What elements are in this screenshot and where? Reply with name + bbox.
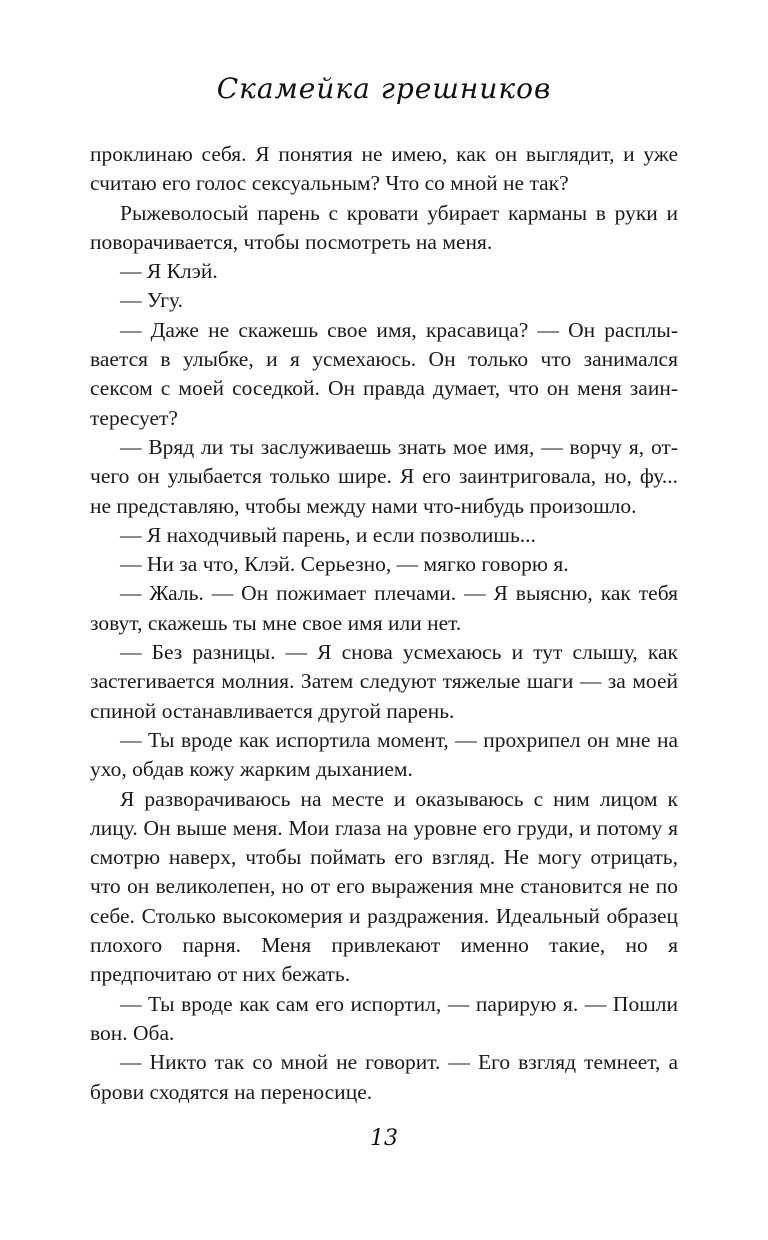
paragraph: — Ни за что, Клэй. Серьезно, — мягко говорю я. <box>120 552 569 577</box>
paragraph: Я разворачиваюсь на месте и оказываюсь с ним лицом к лицу. Он выше меня. Мои глаза на уровне его груди, и потому я смотрю наверх, чтобы поймать его взгляд. Не могу отрицать, что он великолепен, но от его выражения мне становится не по себе. Столько высокомерия и раздражения. Идеальный образец плохого парня. Меня привлекают именно такие, но я предпочитаю от них бежать. <box>90 786 678 987</box>
paragraph: — Угу. <box>120 288 183 313</box>
body-text <box>90 140 678 1107</box>
page-number: 13 <box>370 1126 398 1151</box>
paragraph-continuation: проклинаю себя. Я понятия не имею, как он выглядит, и уже считаю его голос сексуальным? Что со мной не так? <box>90 142 678 196</box>
running-title: Скамейка грешников <box>216 72 552 105</box>
paragraph: — Я находчивый парень, и если позволишь... <box>120 522 536 547</box>
paragraph: — Ты вроде как сам его испортил, — парирую я. — Пошли вон. Оба. <box>90 991 678 1045</box>
paragraph: — Жаль. — Он пожимает плечами. — Я выясню, как тебя зовут, скажешь ты мне свое имя или нет. <box>90 581 678 635</box>
paragraph: — Даже не скажешь свое имя, красавица? — Он расплывается в улыбке, и я усмехаюсь. Он только что занимался сексом с моей соседкой. Он правда думает, что он меня заинтересует? <box>90 317 678 430</box>
paragraph: — Никто так со мной не говорит. — Его взгляд темнеет, а брови сходятся на переносице. <box>90 1050 678 1104</box>
paragraph: — Без разницы. — Я снова усмехаюсь и тут слышу, как застегивается молния. Затем следуют тяжелые шаги — за моей спиной останавливается другой парень. <box>90 640 678 723</box>
paragraph: Рыжеволосый парень с кровати убирает карманы в руки и поворачивается, чтобы посмотреть на меня. <box>90 200 678 254</box>
paragraph: — Я Клэй. <box>120 259 218 284</box>
paragraph: — Вряд ли ты заслуживаешь знать мое имя, — ворчу я, отчего он улыбается только шире. Я его заинтриговала, но, фу... не представляю, чтобы между нами что-нибудь произошло. <box>90 434 678 518</box>
paragraph: — Ты вроде как испортила момент, — прохрипел он мне на ухо, обдав кожу жарким дыханием. <box>90 727 678 782</box>
